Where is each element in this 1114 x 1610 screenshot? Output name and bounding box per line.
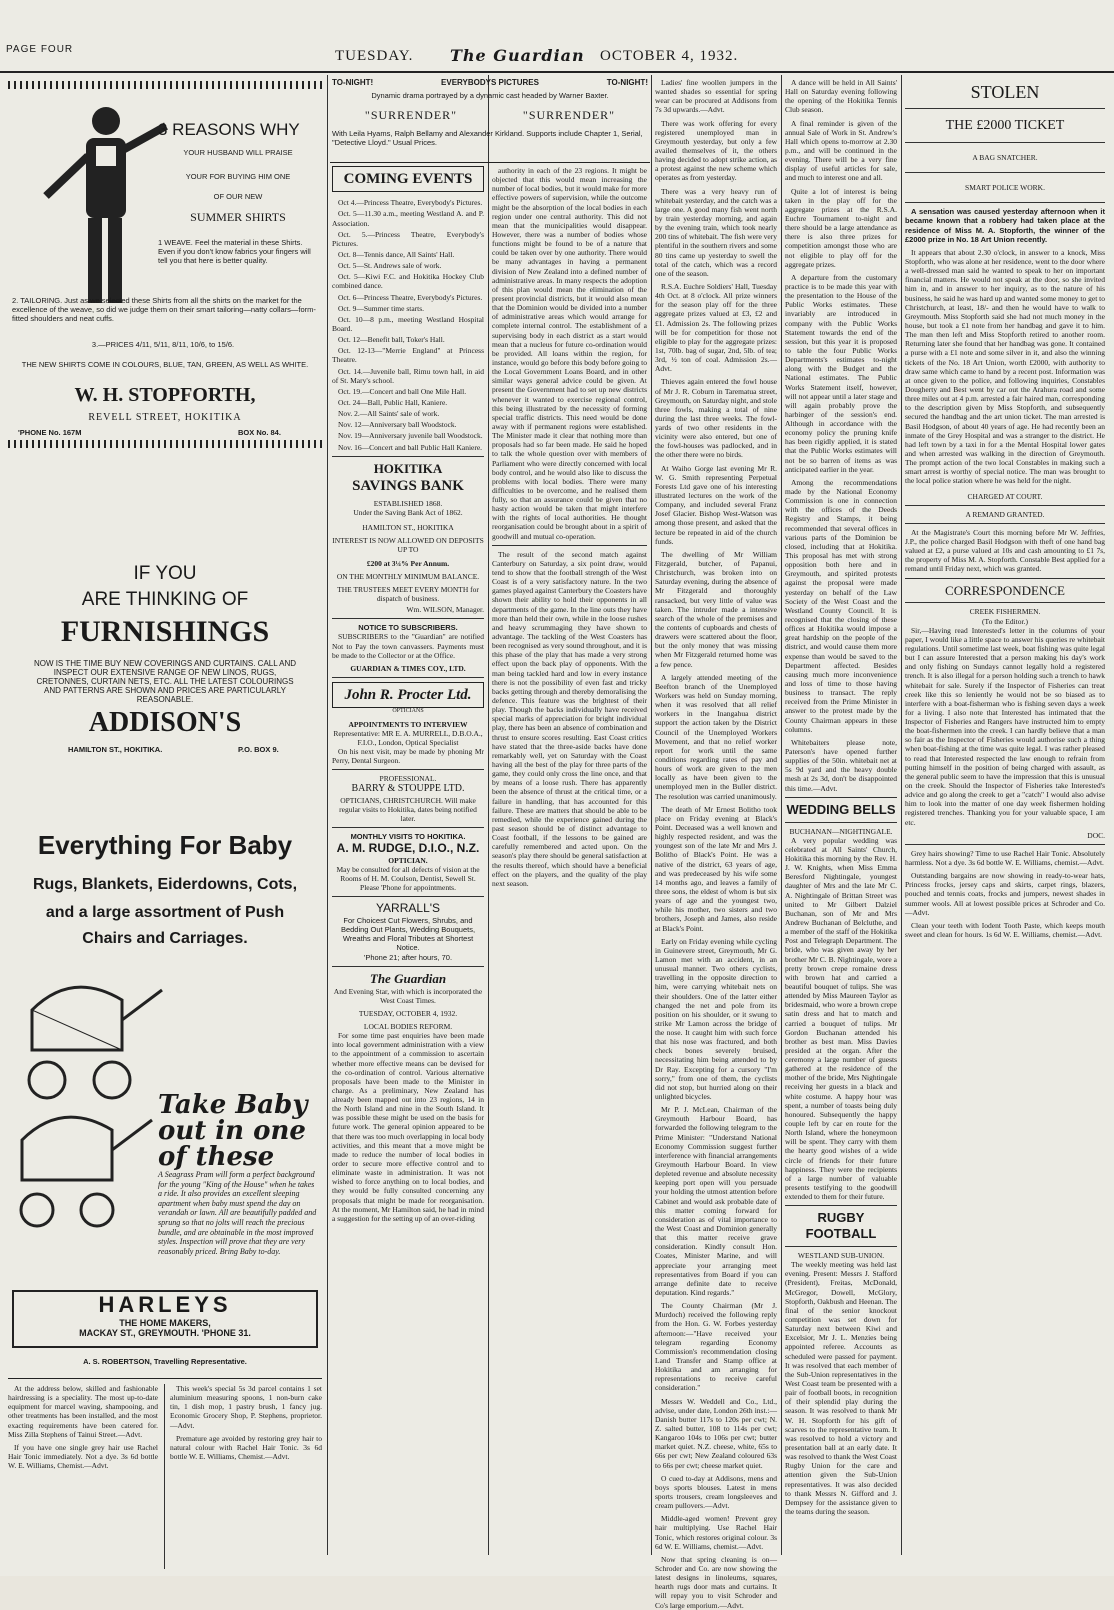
subscribers-body: SUBSCRIBERS to the "Guardian" are notified Not to Pay the town canvassers. Payments must be made to the Collector or at the Office.	[332, 632, 484, 660]
yarrall-phone: 'Phone 21; after hours, 70.	[363, 952, 453, 962]
news-item: There was a very heavy run of whitebait yesterday, and the catch was a large one. A good many fish went north by train yesterday morning, and again by the evening train, which took nearly 200 tins of whitebait. The fish were very plentiful in the southern rivers and some 80 tins came up yesterday to swell the total of the catch, which was a record one of the season.	[655, 186, 777, 278]
news-item: Middle-aged women! Prevent grey hair multiplying. Use Rachel Hair Tonic, which restores original colour. 3s 6d W. E. Williams, chemist.—Advt.	[655, 1514, 777, 1551]
event-item: Nov. 2.—All Saints' sale of work.	[338, 409, 440, 419]
ad-headline: 3 REASONS WHY	[158, 120, 300, 139]
ad-box: BOX No. 84.	[238, 428, 281, 437]
event-item: Nov. 16—Concert and ball Public Hall Kaniere.	[338, 442, 483, 452]
event-item: Oct. 8—Tennis dance, All Saints' Hall.	[338, 250, 455, 259]
news-item: Thieves again entered the fowl house of Mr J. R. Coburn in Tarematua street, Greymouth, on Saturday night, and stole three fowls, making a total of nine during the last three weeks. The fowl-yards of two other residents in the vicinity were also entered, but one of the fowl-houses was padlocked, and in the other there were no birds.	[655, 377, 777, 460]
football-article: The result of the second match against Canterbury on Saturday, a six point draw, would tend to show that the football strength of the West Coast is of a very satisfactory nature. In the two games played against Canterbury the Coasters have shown their ability to hold their opponents in all departments of the game. In the line outs they have more than held their own, while in the loose rushes and heavy scrummaging they have shown to advantage. The tackling of the West Coasters has been recognised as very sound throughout, and it is this phase of the play that has made a very strong effect upon the back play of opponents. With the man being tackled hard and low in every instance there is not the possibility of even fast and tricky backs getting through and thereby demoralising the defence. This feature was the brightest of their play. Though the backs individually have received special marks of appreciation for bright individual play, there has been an absence of combination and thrust to ensure scores resulting. East Coast critics have stated that the three-aside backs have done remarkably well, yet on Saturday with the Coast having all the best of the play for three parts of the game, they could only cross the line once, and that by means of a loose rush. There has apparently been the absence of thrust at the critical time, or a failure in handling, that has accounted for this failure. These are matters that should be able to be remedied, while the experience gained during the past season should be of distinct advantage to Coast football, if the lessons to be gained are carefully remembered and acted upon. On the season's play there should be general satisfaction at the results thereof, which should have a beneficial effect on the players, and the quality of the play next season.	[492, 549, 647, 888]
news-item: The County Chairman (Mr J. Murdoch) received the following reply from the Hon. G. W. Forbes yesterday afternoon:—"Have received your telegram regarding Economy Commission's recommendation closing Land Transfer and Stamp office at Hokitika and am arranging for representations to receive careful consideration."	[655, 1301, 777, 1393]
editorial-body: For some time past enquiries have been made into local government administration with a view to the appointment of a commission to ascertain whether more effective means can be devised for the co-ordination of control. Various alternative proposals have been made to the Minister in charge. As a preliminary, New Zealand has already been mapped out into 23 regions, 14 in the North Island and nine in the South Island. It was possible these might be used on the basis for future work. The general opinion appeared to be that there was too much overlapping in local body activities, and this meant that a move might be made to reduce the number of local bodies in order to secure more effective control and to eliminate waste in administration. It was not wished to force anything on to local bodies, and they would be fully consulted concerning any proposals that might be made for reorganisation. At the moment, Mr Hamilton said, he had in mind a suggestion for the setting up of an over-riding	[332, 1031, 484, 1223]
rudge-role: OPTICIAN.	[388, 855, 428, 865]
coming-events-title: COMING EVENTS	[332, 166, 484, 192]
ad-merchant-name: ADDISON'S	[88, 707, 242, 738]
theatre-tonight: TO-NIGHT!	[332, 78, 374, 87]
column-five	[785, 78, 897, 1563]
event-item: Oct. 5—Kiwi F.C. and Hokitika Hockey Club combined dance.	[332, 272, 484, 291]
column-four	[655, 78, 777, 1610]
stolen-sub: THE £2000 TICKET	[945, 117, 1065, 133]
ad-line: YOUR HUSBAND WILL PRAISE	[183, 148, 293, 157]
event-item: Oct. 10—8 p.m., meeting Westland Hospital Board.	[332, 314, 484, 333]
event-item: Oct. 6—Princess Theatre, Everybody's Pictures.	[338, 292, 483, 302]
editorial-continued: authority in each of the 23 regions. It might be objected that this would mean increasing the number of local bodies, but it would make for more effective powers of supervision, while the outcome might be the absorption of the local bodies in each region under one central authority. This did not mean that the municipalities would disappear. However, there was a number of bodies whose functions might be found to be of a nature that could be taken over by one authority. There would be many advantages in having a permanent division of New Zealand into a defined number of administrative areas. In many respects the adoption of this plan would mean the elimination of the present provincial districts, but it would also mean that the Dominion would be divided into a number of administrative areas which would arrange for complete internal control. The establishment of a supervising body in each district as a start would mean that a nucleus for future co-ordination would be provided. All loans within the region, for instance, would go before this body before going to the Local Government Loans Board, and in other similar ways general advice could be given. At present the Government had to set up new districts whenever it wanted to exercise regional control, this being illustrated by the necessity of forming special traffic districts. This need would be done away with if permanent regions were established. The Minister made it clear that nothing more than proposals had so far been made. He said he hoped to talk the whole question over with members of Parliament who were directly concerned with local body control, and he would also like to discuss the problems with local bodies. There were many difficulties to be overcome, and he realised them fully, so that an assurance could be given that no hasty action would be taken that might interfere with the rights of local authorities. He thought reorganisation could be brought about in a spirit of goodwill and mutual co-operation.	[492, 166, 647, 541]
news-item: A largely attended meeting of the Beefton branch of the Unemployed Workers was held on Sunday morning, when it was resolved that all relief workers in the Inangahua district support the action taken by the District Council of the Unemployed Workers Movement, and that no relief worker report for work until the same conditions regarding rates of pay and hours of work are given to the men locally as have been given to the unemployed men in the Buller district. The resolution was carried unanimously.	[655, 672, 777, 801]
rudge-name: A. M. RUDGE, D.I.O., N.Z.	[336, 841, 480, 856]
ad-body: A Seagrass Pram will form a perfect background for the young "King of the House" when he takes a ride. It also provides an excellent sleeping apartment when baby must spend the day on verandah or lawn. All are beautifully padded and sprung so that no jolts will reach the precious bundle, and are obtainable in the most improved styles. Inspection will prove that they are very reasonably priced. Bring Baby to-day.	[158, 1170, 317, 1256]
column-two	[332, 166, 484, 1561]
addisons-ad	[8, 555, 322, 795]
ad-slogan: Take Baby out in one of these	[158, 1090, 308, 1172]
column-rule	[488, 75, 489, 1555]
section-rule	[330, 162, 650, 163]
correspondence-to: (To the Editor.)	[982, 616, 1028, 626]
section-rule	[8, 1378, 322, 1379]
professional-title: PROFESSIONAL.	[379, 774, 437, 784]
ad-line: Chairs and Carriages.	[82, 930, 248, 947]
harleys-ad	[8, 830, 322, 1350]
stolen-sub2: A BAG SNATCHER.	[972, 153, 1038, 163]
editorial-title: LOCAL BODIES REFORM.	[363, 1021, 453, 1031]
events-list	[332, 198, 484, 451]
correspondence-sign: DOC.	[1087, 830, 1105, 840]
news-item: There was work offering for every registered unemployed man in Greymouth yesterday, but only a few availed themselves of it, the others having decided to adopt strike action, as a protest against the new scheme which operates as from yesterday.	[655, 118, 777, 183]
remand-heading: A REMAND GRANTED.	[965, 509, 1045, 519]
ad-body: 2. TAILORING. Just as we selected these Shirts from all the shirts on the market for the excellence of the weave, so did we judge them on their smart tailoring—natty collars—form-fitted shoulders and neat cuffs.	[12, 296, 316, 323]
ad-tagline: THE HOME MAKERS,	[119, 1318, 211, 1328]
news-item: The dwelling of Mr William Fitzgerald, butcher, of Papanui, Christchurch, was broken into on Saturday evening, during the absence of Mr Fitzgerald and thoroughly ransacked, but very little of value was taken. The intruder made a intensive search of the whole of the premises and the contents of cupboards and chests of drawers were scattered about the floor, but the only money that was missing when Mr Fitzgerald returned home was a few pence.	[655, 549, 777, 669]
editorial-date: TUESDAY, OCTOBER 4, 1932.	[358, 1008, 458, 1018]
ad-prices: 3.—PRICES 4/11, 5/11, 8/11, 10/6, to 15/6.	[91, 340, 235, 349]
news-item: R.S.A. Euchre Soldiers' Hall, Tuesday 4th Oct. at 8 o'clock. All prize winners for the season play off for the three aggregate prizes valued at £3, £2 and £1. Admission 2s. The following prizes will be for competition for those not eligible to play for the aggregate prizes: 1st, 70lb. bag of sugar, 2nd, 5lb. of tea; 3rd, ½ ton of coal. Admission 2s.—Advt.	[655, 281, 777, 374]
ad-line: SUMMER SHIRTS	[190, 210, 286, 224]
theatre-sub: Dynamic drama portrayed by a dynamic cast headed by Warner Baxter.	[371, 91, 609, 100]
event-item: Oct. 12-13—"Merrie England" at Princess Theatre.	[332, 346, 484, 365]
ad-address: MACKAY ST., GREYMOUTH. 'PHONE 31.	[79, 1328, 251, 1338]
event-item: Oct 4.—Princess Theatre, Everybody's Pictures.	[338, 198, 483, 208]
editorial-masthead: The Guardian	[369, 970, 447, 986]
event-item: Nov. 19—Anniversary juvenile ball Woodstock.	[338, 431, 483, 441]
news-item: The death of Mr Ernest Bolitho took place on Friday evening at Black's Point. Deceased was a well known and highly respected resident, and was the youngest son of the late Mr and Mrs J. Bolitho of Black's Point. He was a native of the district, 63 years of age, and was predeceased by his wife some 14 months ago, and leaves a family of three sons, the eldest of whom is but six years of age and the youngest two, while his mother, two sisters and two brothers, Joseph and James, also reside at Black's Point.	[655, 804, 777, 933]
bank-title: SAVINGS BANK	[352, 477, 464, 494]
bank-manager: Wm. WILSON, Manager.	[406, 605, 484, 615]
ad-line: YOUR FOR BUYING HIM ONE	[185, 172, 291, 181]
bank-established: ESTABLISHED 1868.	[373, 498, 443, 508]
ad-merchant-name: HARLEYS	[98, 1292, 232, 1317]
col6-advt: Clean your teeth with Iodent Tooth Paste, which keeps mouth sweet and clean for hours. 1s 6d W. E. Williams, chemist.—Advt.	[905, 920, 1105, 940]
subscribers-title: NOTICE TO SUBSCRIBERS.	[358, 623, 458, 633]
bank-rate: £200 at 3¼% Per Annum.	[366, 558, 450, 568]
bank-act: Under the Saving Bank Act of 1862.	[353, 507, 463, 517]
event-item: Oct. 24—Ball, Public Hall, Kaniere.	[338, 397, 448, 407]
news-column	[170, 1384, 322, 1569]
ad-box: P.O. BOX 9.	[238, 745, 279, 754]
ad-phone: 'PHONE No. 167M	[18, 428, 82, 437]
ad-body: NOW IS THE TIME BUY NEW COVERINGS AND CURTAINS. CALL AND INSPECT OUR EXTENSIVE RANGE OF NEW LINOS, RUGS, CRETONNES, CURTAIN NETS, ETC. ALL THE LATEST COLOURINGS AND PATTERNS ARE SHOWN AND PRICES ARE PARTICULARLY REASONABLE.	[33, 659, 297, 704]
news-item: A final reminder is given of the annual Sale of Work in St. Andrew's Hall which opens to-morrow at 2.30 p.m., and will be continued in the evening. There will be a very fine display of useful articles for sale, and much to interest one and all.	[785, 118, 897, 183]
news-item: Quite a lot of interest is being taken in the play off for the aggregate prizes at the R.S.A. Euchre Tournament to-night and there should be a large attendance as there is also three prizes for competition amongst those who are not eligible to play off for the aggregate prizes.	[785, 186, 897, 269]
event-item: Oct. 9—Summer time starts.	[338, 303, 425, 313]
event-item: Oct. 5—11.30 a.m., meeting Westland A. and P. Association.	[332, 209, 484, 228]
stolen-body: It appears that about 2.30 o'clock, in answer to a knock, Miss Stopforth, who was alone at her residence, went to the door where a well-dressed man said he wanted to speak to her on important financial matters. He would not speak at the door, so she invited him in, and in answer to her inquiry, as to the nature of his business, he said he was hard up and wanted some money to get to Christchurch, at least, 18/- and then he would have to walk to Greymouth. Miss Stopforth said she had not much money in the house, but took a £1 note from her handbag and gave it to him. The man then left and Miss Stopforth retired to another room. Returning later she found that her handbag was gone. It contained a purse with a £1 note and some silver in it, and also the winning tickets of the No. 18 Art Union, worth £2000, with authority to draw same which came to hand by a recent post. Information was at once given to the police, and following inquiries, Constables Dougherty and Best went by car out the Arahura road and some three miles out at 4 p.m. arrested a fair haired man, corresponding to the description given by Miss Stopforth, and subsequently secured the handbag and the art union ticket. The man arrested is Basil Hodgson, of about 40 years of age. He had recently been an inmate of the Grey Hospital and was a stranger to the district. He had left town by a taxi in for a the Mental Hospital lower gates and when arrested was walking in the direction of Greymouth. The prompt action of the two local Constables in making such a smart arrest is worthy of special notice. The man was brought to the local police station where he was held for the night.	[905, 247, 1105, 486]
ad-line: ARE THINKING OF	[81, 589, 249, 610]
news-item: A departure from the customary practice is to be made this year with the presentation to the House of the Public Works estimates. These invariably are introduced in company with the Public Works Statement towards the end of the session, but this year it is proposed to table the four Public Works Departments's estimates to-night along with the Budget and the National estimates. The Public Works Statement itself, however, will not appear until a later stage and will again probably prove the harbinger of the session's end. Although in accordance with the economy policy the pruning knife has been rigidly applied, it is stated that the Public Works estimates will not be so barren of items as was anticipated earlier in the year.	[785, 272, 897, 474]
stopforth-ad	[8, 78, 322, 548]
masthead	[0, 40, 1114, 70]
ad-line: OF OUR NEW	[213, 192, 263, 201]
bank-trustees: THE TRUSTEES MEET EVERY MONTH for dispatch of business.	[337, 584, 479, 603]
yarrall-name: YARRALL'S	[375, 901, 441, 916]
col6-advt: Outstanding bargains are now showing in ready-to-wear hats, Princess frocks, jersey caps and skirts, carpet rings, blazers, pouched and tennis coats, frocks and jumpers, newest shades in summer wools. All at lowest possible prices at Schroder and Co.—Advt.	[905, 871, 1105, 917]
ad-colours: THE NEW SHIRTS COME IN COLOURS, BLUE, TAN, GREEN, AS WELL AS WHITE.	[21, 360, 309, 369]
decorative-border	[8, 440, 322, 448]
court-body: At the Magistrate's Court this morning before Mr W. Jeffries, J.P., the police charged Basil Hodgson with theft of one hand bag valued at £2, a purse valued at 10s and cash amounting to £1 7s, the property of Miss M. A. Stopforth. Constable Best applied for a remand until Friday next, which was granted.	[905, 527, 1105, 574]
correspondence-sub: CREEK FISHERMEN.	[969, 607, 1041, 617]
rugby-sub: WESTLAND SUB-UNION.	[797, 1251, 885, 1261]
ad-line: IF YOU	[133, 563, 197, 584]
rugby-title: RUGBY FOOTBALL	[805, 1210, 877, 1242]
ad-headline: FURNISHINGS	[60, 615, 270, 648]
ad-street: REVELL STREET, HOKITIKA	[88, 412, 242, 423]
news-item: Mr P. J. McLean, Chairman of the Greymouth Harbour Board, has forwarded the following telegram to the Prime Minister: "Understand National Economy Commission suggest further interference with financial arrangements Greymouth Harbour Board. In view depleted revenue and absolute necessity keeping port open will you persuade your holding the utmost attention before Cabinet and would ask probable date of this matter coming forward for consideration as of vital importance to the West Coast and Dominion generally that this matter receive grave consideration. Kindly consult Hon. Coates, Minister Marine, and will appreciate your arranging meet representatives from Board if you can arrange definite date to receive deputation. Kind regards."	[655, 1105, 777, 1297]
col6-advt: Grey hairs showing? Time to use Rachel Hair Tonic. Absolutely harmless. Not a dye. 3s 6d bottle W. E. Williams, chemist.—Advt.	[905, 848, 1105, 868]
column-rule	[781, 75, 782, 1555]
ad-headline: Everything For Baby	[37, 830, 293, 860]
news-item: Premature age avoided by restoring grey hair to natural colour with Rachel Hair Tonic. 3s 6d bottle W. E. Williams, Chemist.—Advt.	[170, 1433, 322, 1461]
news-item: This week's special 5s 3d parcel contains 1 set aluminium measuring spoons, 1 non-burn cake tin, 1 dish mop, 1 pastry brush, 1 fancy jug. Economic Grocery Shop, P. Stephens, proprietor.—Advt.	[170, 1384, 322, 1430]
news-item: A dance will be held in All Saints' Hall on Saturday evening following the opening of the Hokitika Tennis Club season.	[785, 78, 897, 115]
news-item: Whitebaiters please note, Paterson's have opened further supplies of the 50in. whitebait net at 5s 9d yard and the heavy double mesh at 2s 3d, don't be disappointed this time.—Advt.	[785, 737, 897, 793]
wedding-title: WEDDING BELLS	[786, 801, 896, 817]
event-item: Oct. 12—Benefit ball, Toker's Hall.	[338, 335, 445, 345]
news-item: At Waiho Gorge last evening Mr R. W. G. Smith representing Perpetual Forests Ltd gave one of his interesting illustrated lectures on the work of the Company, and included several Franz Josef Glacier. Bishop West-Watson was among those present, and asked that the lecture be repeated in aid of the church funds.	[655, 463, 777, 546]
theatre-name: EVERYBODYS PICTURES	[441, 78, 539, 87]
ad-body: 1 WEAVE. Feel the material in these Shirts. Even if you don't know fabrics your fingers will tell you that here is better quality.	[158, 238, 311, 265]
harleys-nameplate	[12, 1290, 318, 1348]
rudge-title: MONTHLY VISITS TO HOKITIKA.	[350, 832, 466, 841]
news-column	[8, 1384, 158, 1569]
ad-representative: A. S. ROBERTSON, Travelling Representative.	[83, 1357, 247, 1366]
ad-address: HAMILTON ST., HOKITIKA.	[68, 745, 163, 754]
stolen-sub3: SMART POLICE WORK.	[965, 183, 1045, 193]
news-item: At the address below, skilled and fashionable hairdressing is a speciality. The most up-to-date equipment for marcel waving, shampooing, and other treatments has been installed, and the most exacting requirements have been catered for. Miss Zilla Stephens of Tainui Street.—Advt.	[8, 1384, 158, 1439]
column-rule	[651, 75, 652, 1555]
procter-sub: OPTICIANS	[392, 708, 424, 715]
correspondence-title: CORRESPONDENCE	[945, 582, 1065, 598]
correspondence-body: Sir,—Having read Interested's letter in the columns of your paper, I would like a little space to answer his queries re whitebait regulations. Until sometime last week, boat fishing was quite legal but I can assure Interested that a person making his day's work and only fishing on Sundays cannot legally hold a registered trench. It is also illegal for a person holding such a trench to hawk whitebait for sale. Surely if the Inspector of Fisheries can treat creek like this so leniently he would not be so biased as to interfere with a boat-fisherman who is fishing seven days a week for a living. I also note that Interested has intimated that the Inspector of Fisheries and Rangers have instructed him to empty the boat-fishermen into the creek. I can hardly believe that a man so fair as the Inspector of Fisheries would authorise such a thing when boat-fishing at the time was quite legal. I was rather pleased to read that Interested respected the law enough to refrain from putting himself in the position of being charged with assault, as the general public seem to have the impression that this is unusual on the creek. Should the Inspector of Fisheries take Interested's advice and go along the creek to get a "catch" I would also advise him to look into the matter of one day week fishermen holding registered trenches. Thanking you for your valuable space, I am etc.	[905, 625, 1105, 827]
event-item: Oct. 5—St. Andrews sale of work.	[338, 261, 442, 271]
procter-appointments: APPOINTMENTS TO INTERVIEW	[348, 719, 468, 729]
event-item: Oct. 14.—Juvenile ball, Rimu town hall, in aid of St. Mary's school.	[332, 366, 484, 385]
subscribers-company: GUARDIAN & TIMES COY., LTD.	[350, 663, 466, 673]
header-date: OCTOBER 4, 1932.	[600, 48, 739, 64]
news-item: If you have one single grey hair use Rachel Hair Tonic immediately. Not a dye. 3s 6d bottle W. E. Williams, Chemist.—Advt.	[8, 1442, 158, 1471]
editorial-sub: And Evening Star, with which is incorporated the West Coast Times.	[333, 986, 483, 1005]
professional-body: OPTICIANS, CHRISTCHURCH. Will make regular visits to Hokitika, dates being notified later.	[339, 795, 477, 823]
rudge-body: May be consulted for all defects of vision at the Rooms of H. M. Coulson, Dentist, Sewell St. Please 'Phone for appointments.	[336, 864, 480, 893]
stolen-title: STOLEN	[970, 82, 1040, 102]
procter-logo: John R. Procter Ltd.	[332, 682, 484, 708]
news-item: Among the recommendations made by the National Economy Commission is one in connection with the offices of the Deeds Registry and Stamps, it being recommended that several offices in various parts of the Dominion be closed, including that at Hokitika. This proposal has met with strong opposition both here and in Greymouth, and spirited protests against the proposal were made yesterday on behalf of the Law Society of the West Coast and the Westland County Council. It is recognised that the closing of these offices at Hokitika would impose a great hardship on the people of the district, and would cause them more expense than would be saved to the Department affected. Besides causing much more inconvenience and loss of time to those having business to transact. The reply received from the Prime Minister in answer to the protest made by the County Chairman appears in these columns.	[785, 477, 897, 734]
film-title: "SURRENDER"	[522, 108, 616, 122]
film-title: "SURRENDER"	[364, 108, 458, 122]
theatre-cast: With Leila Hyams, Ralph Bellamy and Alexander Kirkland. Supports include Chapter 1, Serial, "Detective Lloyd." Usual Prices.	[332, 129, 643, 147]
theatre-tonight: TO-NIGHT!	[606, 78, 648, 87]
column-rule	[327, 75, 328, 1555]
news-item: O cued to-day at Addisons, mens and boys sports blouses. Latest in mens sports trousers, cream longsleeves and cream pullovers.—Advt.	[655, 1473, 777, 1511]
event-item: Oct. 19.—Concert and ball One Mile Hall.	[338, 386, 467, 396]
bank-title: HOKITIKA	[373, 460, 443, 476]
bank-interest: INTEREST IS NOW ALLOWED ON DEPOSITS UP TO	[332, 536, 484, 555]
news-item: Messrs W. Weddell and Co., Ltd., advise, under date, London 26th inst.:—Danish butter 117s to 120s per cwt; N. Z. salted butter, 108 to 114s per cwt; Kangaroo 104s to 106s per cwt; butter market quiet. N.Z. cheese, white, 65s to 66s per cwt; New Zealand coloured 63s to 66s per cwt; cheese market quiet.	[655, 1396, 777, 1470]
rugby-body: The weekly meeting was held last evening. Present: Messrs J. Stafford (President), Freitas, McDonald, McGregor, Dowell, McGlory, Stopforth, Oakbush and Heenan. The final of the senior knockout competition was set down for Saturday next between Kiwi and Excelsior, Mr J. L. Menzies being appointed referee. Accounts as scheduled were passed for payment. It was resolved that each member of the Sub-Union representatives in the West Coast team be presented with a pair of football boots, in recognition of their splendid play during the season. It was resolved to thank Mr W. H. Stopforth for his gift of scarves to the representative team. It was resolved to hold a victory and presentation ball at an early date. It was resolved to thank the West Coast Rugby Union for the care and attention given the Sub-Union representatives. It was also decided to thank Messrs N. Gifford and J. Dempsey for the assistance given to the teams during the season.	[785, 1260, 897, 1516]
event-item: Oct. 5.—Princess Theatre, Everybody's Pictures.	[332, 229, 484, 248]
news-item: Ladies' fine woollen jumpers in the wanted shades so essential for spring wear can be procured at Addisons from 7s 3d upwards.—Advt.	[655, 78, 777, 115]
decorative-border	[8, 81, 322, 89]
page-number: PAGE FOUR	[6, 44, 74, 55]
ad-line: Rugs, Blankets, Eiderdowns, Cots,	[32, 876, 298, 893]
ad-line: and a large assortment of Push	[45, 904, 285, 921]
news-item: Early on Friday evening while cycling in Guinevere street, Greymouth, Mr G. Lamon met with an accident, in an unusual manner. Two others cyclists, travelling in the opposite direction to him, were carrying whitebait nets on their shoulders. One of the latter either changed the net and pole from its position on his shoulder, or it swung to strike Mr Lamon across the bridge of the nose. It caught him with such force that his nose was fractured, and both check bones severely bruised, necessitating him being attended to by Dr Ray. Excepting for a cursory "I'm sorry," from one of them, the cyclists did not stop, but hurried along on their unlighted bicycles.	[655, 936, 777, 1102]
theatre-ad	[332, 78, 648, 158]
salesman-figure-icon	[16, 96, 136, 316]
yarrall-body: For Choicest Cut Flowers, Shrubs, and Bedding Out Plants, Wedding Bouquets, Wreaths and Floral Tributes at Shortest Notice.	[340, 915, 476, 953]
bank-minimum: ON THE MONTHLY MINIMUM BALANCE.	[336, 571, 480, 581]
wedding-body: A very popular wedding was celebrated at All Saints' Church, Hokitika this morning by the Rev. H. J. W. Knights, when Miss Emma Beresford Nightingale, youngest daughter of Mrs and the late Mr C. A. Nightingale of Brittan Street was united to Mr Gilbert Dalziel Buchanan, son of Mr and Mrs Andrew Buchanan of Belcluthe, and a member of the staff of the Hokitika Post and Telegraph Department. The bride, who was given away by her brother Mr C. B. Nightingale, wore a pretty brown crepe romaine dress with brown hat and carried a beautiful bouquet of tulips. She was attended by Miss Maureen Taylor as bridesmaid, who wore a brown crepe satin dress and hat to match and carried a bouquet of tulips. Mr Gordon Buchanan attended his brother as best man. Miss Davies presided at the organ. After the ceremony a large number of guests gathered at the residence of the mother of the bride, Mrs Nightingale receiving her guests in a black and white costume. A happy hour was spent, a number of toasts being duly honoured. Subsequently the happy couple left by car en route for the North Island, where the honeymoon will be spent. They carry with them the hearty good wishes of a wide circle of friends for their future happiness. They were the recipients of a large number of valuable presents testifying to the goodwill extended to them for their future.	[785, 835, 897, 1202]
bank-place: HAMILTON ST., HOKITIKA	[362, 523, 454, 533]
stolen-lead: A sensation was caused yesterday afternoon when it became known that a robbery had taken place at the residence of Miss M. A. Stopforth, the winner of the £2000 prize in No. 18 Art Union recently.	[905, 207, 1105, 244]
masthead-rule	[0, 71, 1114, 73]
wedding-sub: BUCHANAN—NIGHTINGALE.	[789, 826, 893, 836]
column-rule	[901, 75, 902, 1555]
court-heading: CHARGED AT COURT.	[967, 491, 1043, 501]
professional-name: BARRY & STOUPPE LTD.	[351, 783, 465, 795]
event-item: Nov. 12—Anniversary ball Woodstock.	[338, 420, 457, 430]
procter-rep: Representative: MR E. A. MURRELL, D.B.O.A., F.I.O., London, Optical Specialist	[333, 728, 483, 747]
procter-next: On his next visit, may be made by phoning Mr Perry, Dental Surgeon.	[332, 746, 484, 766]
header-paper-name: The Guardian	[450, 46, 585, 65]
ad-merchant-name: W. H. STOPFORTH,	[74, 384, 256, 406]
header-day: TUESDAY.	[335, 48, 414, 64]
column-six	[905, 78, 1105, 1563]
news-item: Now that spring cleaning is on—Schroder and Co. are now showing the latest designs in linoleums, squares, hearth rugs door mats and curtains. It will repay you to visit Schroder and Co's large emporium.—Advt.	[655, 1554, 777, 1610]
column-three	[492, 166, 647, 1561]
column-rule	[164, 1384, 165, 1569]
